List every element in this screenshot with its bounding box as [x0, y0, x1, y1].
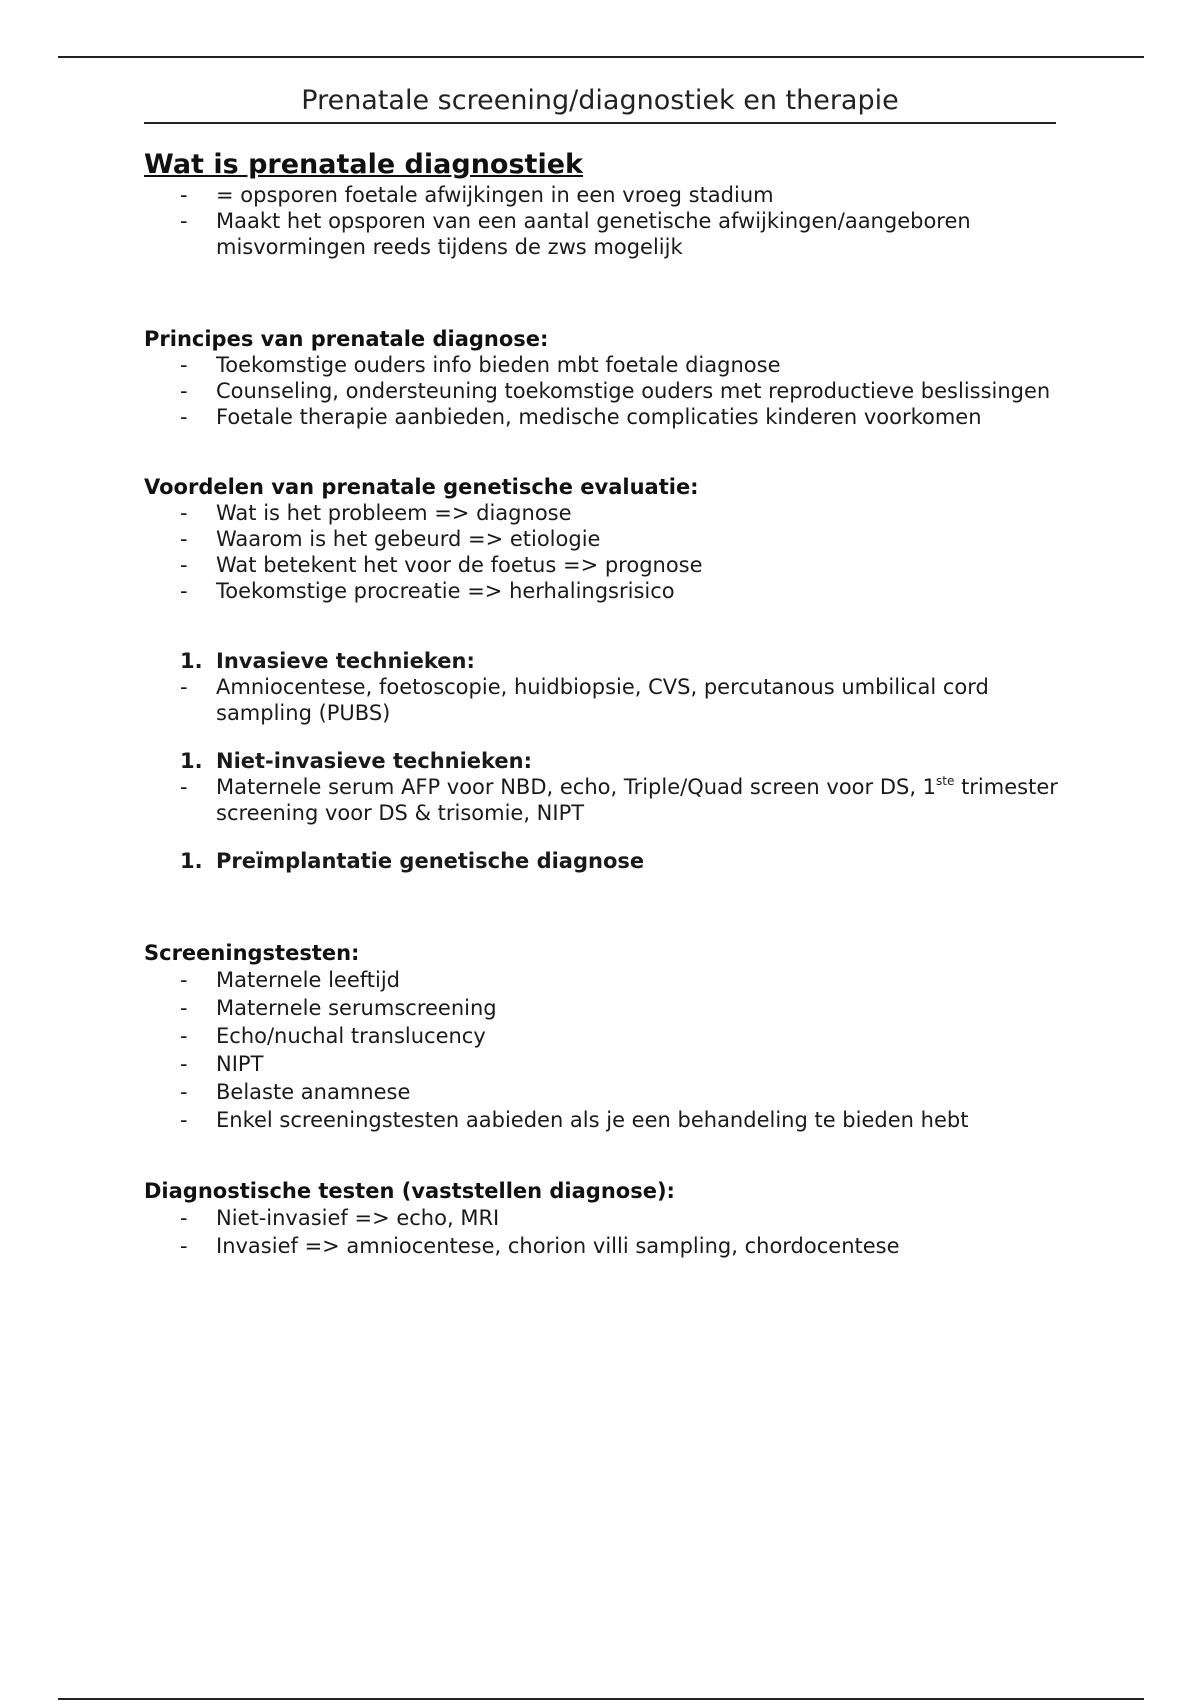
ordinal-superscript: ste — [936, 774, 955, 788]
header-underline — [144, 122, 1056, 124]
heading-invasieve-technieken — [144, 648, 1064, 674]
diagnostische-testen-list — [144, 1204, 1064, 1260]
list-item: - = opsporen foetale afwijkingen in een vroeg stadium — [144, 182, 1064, 208]
list-item: - Belaste anamnese — [144, 1078, 1064, 1106]
list-item: - Enkel screeningstesten aabieden als je een behandeling te bieden hebt — [144, 1106, 1064, 1134]
invasieve-technieken-list — [144, 674, 1064, 726]
principes-list — [144, 352, 1064, 430]
document-header-title: Prenatale screening/diagnostiek en therapie — [301, 85, 899, 116]
heading-text: Niet-invasieve technieken: — [216, 749, 533, 773]
list-item: - Echo/nuchal translucency — [144, 1022, 1064, 1050]
document-body — [144, 148, 1064, 1260]
item-text-continued: trimester screening voor DS & trisomie, NIPT — [216, 775, 1058, 825]
list-item: - Maakt het opsporen van een aantal genetische afwijkingen/aangeboren misvormingen reeds tijdens de zws mogelijk — [144, 208, 1064, 260]
intro-list — [144, 182, 1064, 260]
item-text: Maternele serum AFP voor NBD, echo, Triple/Quad screen voor DS, 1 — [216, 775, 937, 799]
list-item: - Maternele leeftijd — [144, 966, 1064, 994]
heading-text: Invasieve technieken: — [216, 649, 475, 673]
list-item: - Invasief => amniocentese, chorion villi sampling, chordocentese — [144, 1232, 1064, 1260]
heading-wat-is-prenatale-diagnostiek: Wat is prenatale diagnostiek — [144, 149, 583, 180]
list-item: - Foetale therapie aanbieden, medische complicaties kinderen voorkomen — [144, 404, 1064, 430]
list-item: - Wat betekent het voor de foetus => prognose — [144, 552, 1064, 578]
list-item: - Counseling, ondersteuning toekomstige ouders met reproductieve beslissingen — [144, 378, 1064, 404]
heading-diagnostische-testen: Diagnostische testen (vaststellen diagnose): — [144, 1179, 675, 1203]
list-number: 1. — [180, 849, 203, 873]
list-item — [144, 774, 1064, 826]
list-item: - NIPT — [144, 1050, 1064, 1078]
list-item: - Amniocentese, foetoscopie, huidbiopsie, CVS, percutanous umbilical cord sampling (PUBS) — [144, 674, 1064, 726]
list-number: 1. — [180, 749, 203, 773]
heading-voordelen: Voordelen van prenatale genetische evaluatie: — [144, 475, 699, 499]
list-item: - Maternele serumscreening — [144, 994, 1064, 1022]
heading-niet-invasieve-technieken — [144, 748, 1064, 774]
list-item: - Niet-invasief => echo, MRI — [144, 1204, 1064, 1232]
heading-text: Preïmplantatie genetische diagnose — [216, 849, 645, 873]
list-item: - Waarom is het gebeurd => etiologie — [144, 526, 1064, 552]
list-item: - Wat is het probleem => diagnose — [144, 500, 1064, 526]
list-item: - Toekomstige procreatie => herhalingsrisico — [144, 578, 1064, 604]
page-top-rule — [58, 56, 1144, 58]
list-number: 1. — [180, 649, 203, 673]
niet-invasieve-technieken-list — [144, 774, 1064, 826]
voordelen-list — [144, 500, 1064, 604]
screeningstesten-list — [144, 966, 1064, 1134]
heading-screeningstesten: Screeningstesten: — [144, 941, 360, 965]
list-item: - Toekomstige ouders info bieden mbt foetale diagnose — [144, 352, 1064, 378]
heading-preimplantatie — [144, 848, 1064, 874]
heading-principes: Principes van prenatale diagnose: — [144, 327, 549, 351]
